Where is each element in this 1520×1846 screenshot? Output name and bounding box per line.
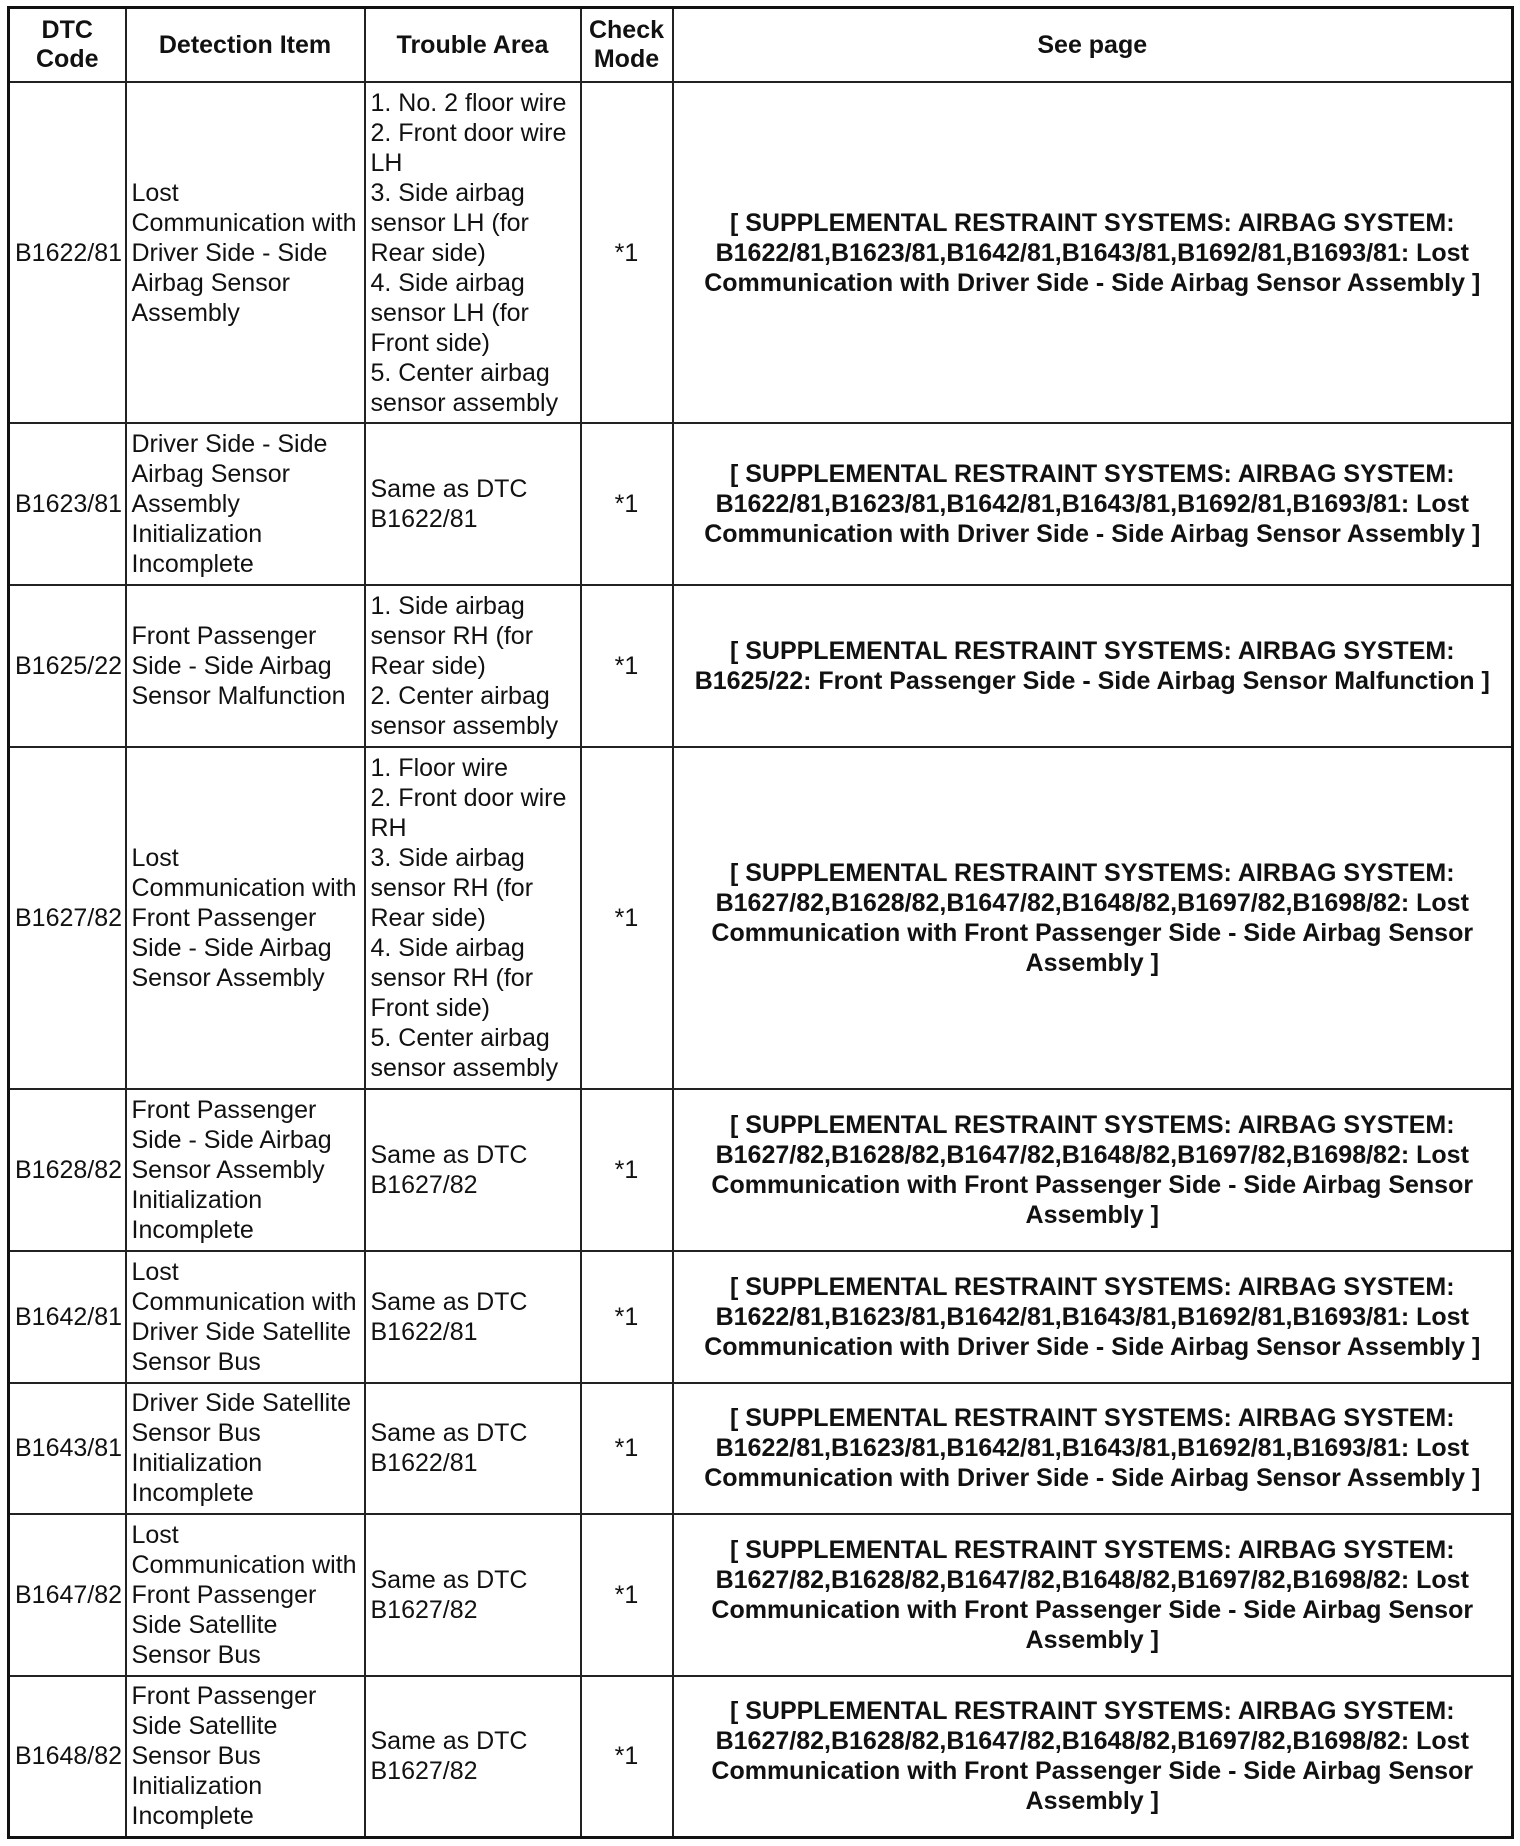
check-mode-cell: *1	[581, 747, 673, 1089]
trouble-area-cell: Same as DTC B1622/81	[365, 1251, 581, 1383]
detection-item-cell: Lost Communication with Driver Side Satellite Sensor Bus	[126, 1251, 365, 1383]
table-row	[9, 423, 1513, 585]
see-page-cell: [ SUPPLEMENTAL RESTRAINT SYSTEMS: AIRBAG SYSTEM: B1622/81,B1623/81,B1642/81,B1643/81,B1692/81,B1693/81: Lost Communication with Driver Side - Side Airbag Sensor Assembly ]	[673, 82, 1513, 423]
detection-item-cell: Front Passenger Side - Side Airbag Sensor Malfunction	[126, 585, 365, 747]
see-page-cell: [ SUPPLEMENTAL RESTRAINT SYSTEMS: AIRBAG SYSTEM: B1627/82,B1628/82,B1647/82,B1648/82,B1697/82,B1698/82: Lost Communication with Front Passenger Side - Side Airbag Sensor Assembly ]	[673, 1676, 1513, 1838]
check-mode-cell: *1	[581, 423, 673, 585]
see-page-cell: [ SUPPLEMENTAL RESTRAINT SYSTEMS: AIRBAG SYSTEM: B1627/82,B1628/82,B1647/82,B1648/82,B1697/82,B1698/82: Lost Communication with Front Passenger Side - Side Airbag Sensor Assembly ]	[673, 747, 1513, 1089]
see-page-cell: [ SUPPLEMENTAL RESTRAINT SYSTEMS: AIRBAG SYSTEM: B1622/81,B1623/81,B1642/81,B1643/81,B1692/81,B1693/81: Lost Communication with Driver Side - Side Airbag Sensor Assembly ]	[673, 423, 1513, 585]
table-row	[9, 1514, 1513, 1676]
dtc-code-cell: B1623/81	[9, 423, 126, 585]
dtc-code-cell: B1628/82	[9, 1089, 126, 1251]
header-check-mode: Check Mode	[581, 8, 673, 83]
trouble-area-cell: 1. No. 2 floor wire 2. Front door wire LH 3. Side airbag sensor LH (for Rear side) 4. Side airbag sensor LH (for Front side) 5. Center airbag sensor assembly	[365, 82, 581, 423]
check-mode-cell: *1	[581, 1514, 673, 1676]
detection-item-cell: Lost Communication with Driver Side - Side Airbag Sensor Assembly	[126, 82, 365, 423]
table-row	[9, 585, 1513, 747]
see-page-cell: [ SUPPLEMENTAL RESTRAINT SYSTEMS: AIRBAG SYSTEM: B1627/82,B1628/82,B1647/82,B1648/82,B1697/82,B1698/82: Lost Communication with Front Passenger Side - Side Airbag Sensor Assembly ]	[673, 1089, 1513, 1251]
dtc-code-cell: B1625/22	[9, 585, 126, 747]
dtc-code-cell: B1622/81	[9, 82, 126, 423]
check-mode-cell: *1	[581, 1383, 673, 1515]
dtc-table	[7, 6, 1514, 1839]
table-row	[9, 747, 1513, 1089]
trouble-area-cell: Same as DTC B1622/81	[365, 423, 581, 585]
see-page-cell: [ SUPPLEMENTAL RESTRAINT SYSTEMS: AIRBAG SYSTEM: B1627/82,B1628/82,B1647/82,B1648/82,B1697/82,B1698/82: Lost Communication with Front Passenger Side - Side Airbag Sensor Assembly ]	[673, 1514, 1513, 1676]
detection-item-cell: Driver Side Satellite Sensor Bus Initialization Incomplete	[126, 1383, 365, 1515]
header-see-page: See page	[673, 8, 1513, 83]
dtc-code-cell: B1627/82	[9, 747, 126, 1089]
see-page-cell: [ SUPPLEMENTAL RESTRAINT SYSTEMS: AIRBAG SYSTEM: B1622/81,B1623/81,B1642/81,B1643/81,B1692/81,B1693/81: Lost Communication with Driver Side - Side Airbag Sensor Assembly ]	[673, 1383, 1513, 1515]
trouble-area-cell: 1. Side airbag sensor RH (for Rear side) 2. Center airbag sensor assembly	[365, 585, 581, 747]
trouble-area-cell: Same as DTC B1627/82	[365, 1676, 581, 1838]
header-row	[9, 8, 1513, 83]
trouble-area-cell: Same as DTC B1622/81	[365, 1383, 581, 1515]
detection-item-cell: Lost Communication with Front Passenger Side - Side Airbag Sensor Assembly	[126, 747, 365, 1089]
dtc-code-cell: B1647/82	[9, 1514, 126, 1676]
detection-item-cell: Front Passenger Side - Side Airbag Sensor Assembly Initialization Incomplete	[126, 1089, 365, 1251]
check-mode-cell: *1	[581, 1251, 673, 1383]
trouble-area-cell: 1. Floor wire 2. Front door wire RH 3. Side airbag sensor RH (for Rear side) 4. Side airbag sensor RH (for Front side) 5. Center airbag sensor assembly	[365, 747, 581, 1089]
check-mode-cell: *1	[581, 1676, 673, 1838]
header-detection-item: Detection Item	[126, 8, 365, 83]
detection-item-cell: Lost Communication with Front Passenger Side Satellite Sensor Bus	[126, 1514, 365, 1676]
dtc-code-cell: B1648/82	[9, 1676, 126, 1838]
check-mode-cell: *1	[581, 585, 673, 747]
header-trouble-area: Trouble Area	[365, 8, 581, 83]
dtc-code-cell: B1642/81	[9, 1251, 126, 1383]
trouble-area-cell: Same as DTC B1627/82	[365, 1514, 581, 1676]
table-row	[9, 1383, 1513, 1515]
dtc-code-cell: B1643/81	[9, 1383, 126, 1515]
check-mode-cell: *1	[581, 82, 673, 423]
detection-item-cell: Front Passenger Side Satellite Sensor Bus Initialization Incomplete	[126, 1676, 365, 1838]
see-page-cell: [ SUPPLEMENTAL RESTRAINT SYSTEMS: AIRBAG SYSTEM: B1625/22: Front Passenger Side - Side Airbag Sensor Malfunction ]	[673, 585, 1513, 747]
header-dtc-code: DTC Code	[9, 8, 126, 83]
table-row	[9, 1251, 1513, 1383]
table-row	[9, 1676, 1513, 1838]
trouble-area-cell: Same as DTC B1627/82	[365, 1089, 581, 1251]
detection-item-cell: Driver Side - Side Airbag Sensor Assembly Initialization Incomplete	[126, 423, 365, 585]
check-mode-cell: *1	[581, 1089, 673, 1251]
table-row	[9, 1089, 1513, 1251]
table-row	[9, 82, 1513, 423]
see-page-cell: [ SUPPLEMENTAL RESTRAINT SYSTEMS: AIRBAG SYSTEM: B1622/81,B1623/81,B1642/81,B1643/81,B1692/81,B1693/81: Lost Communication with Driver Side - Side Airbag Sensor Assembly ]	[673, 1251, 1513, 1383]
